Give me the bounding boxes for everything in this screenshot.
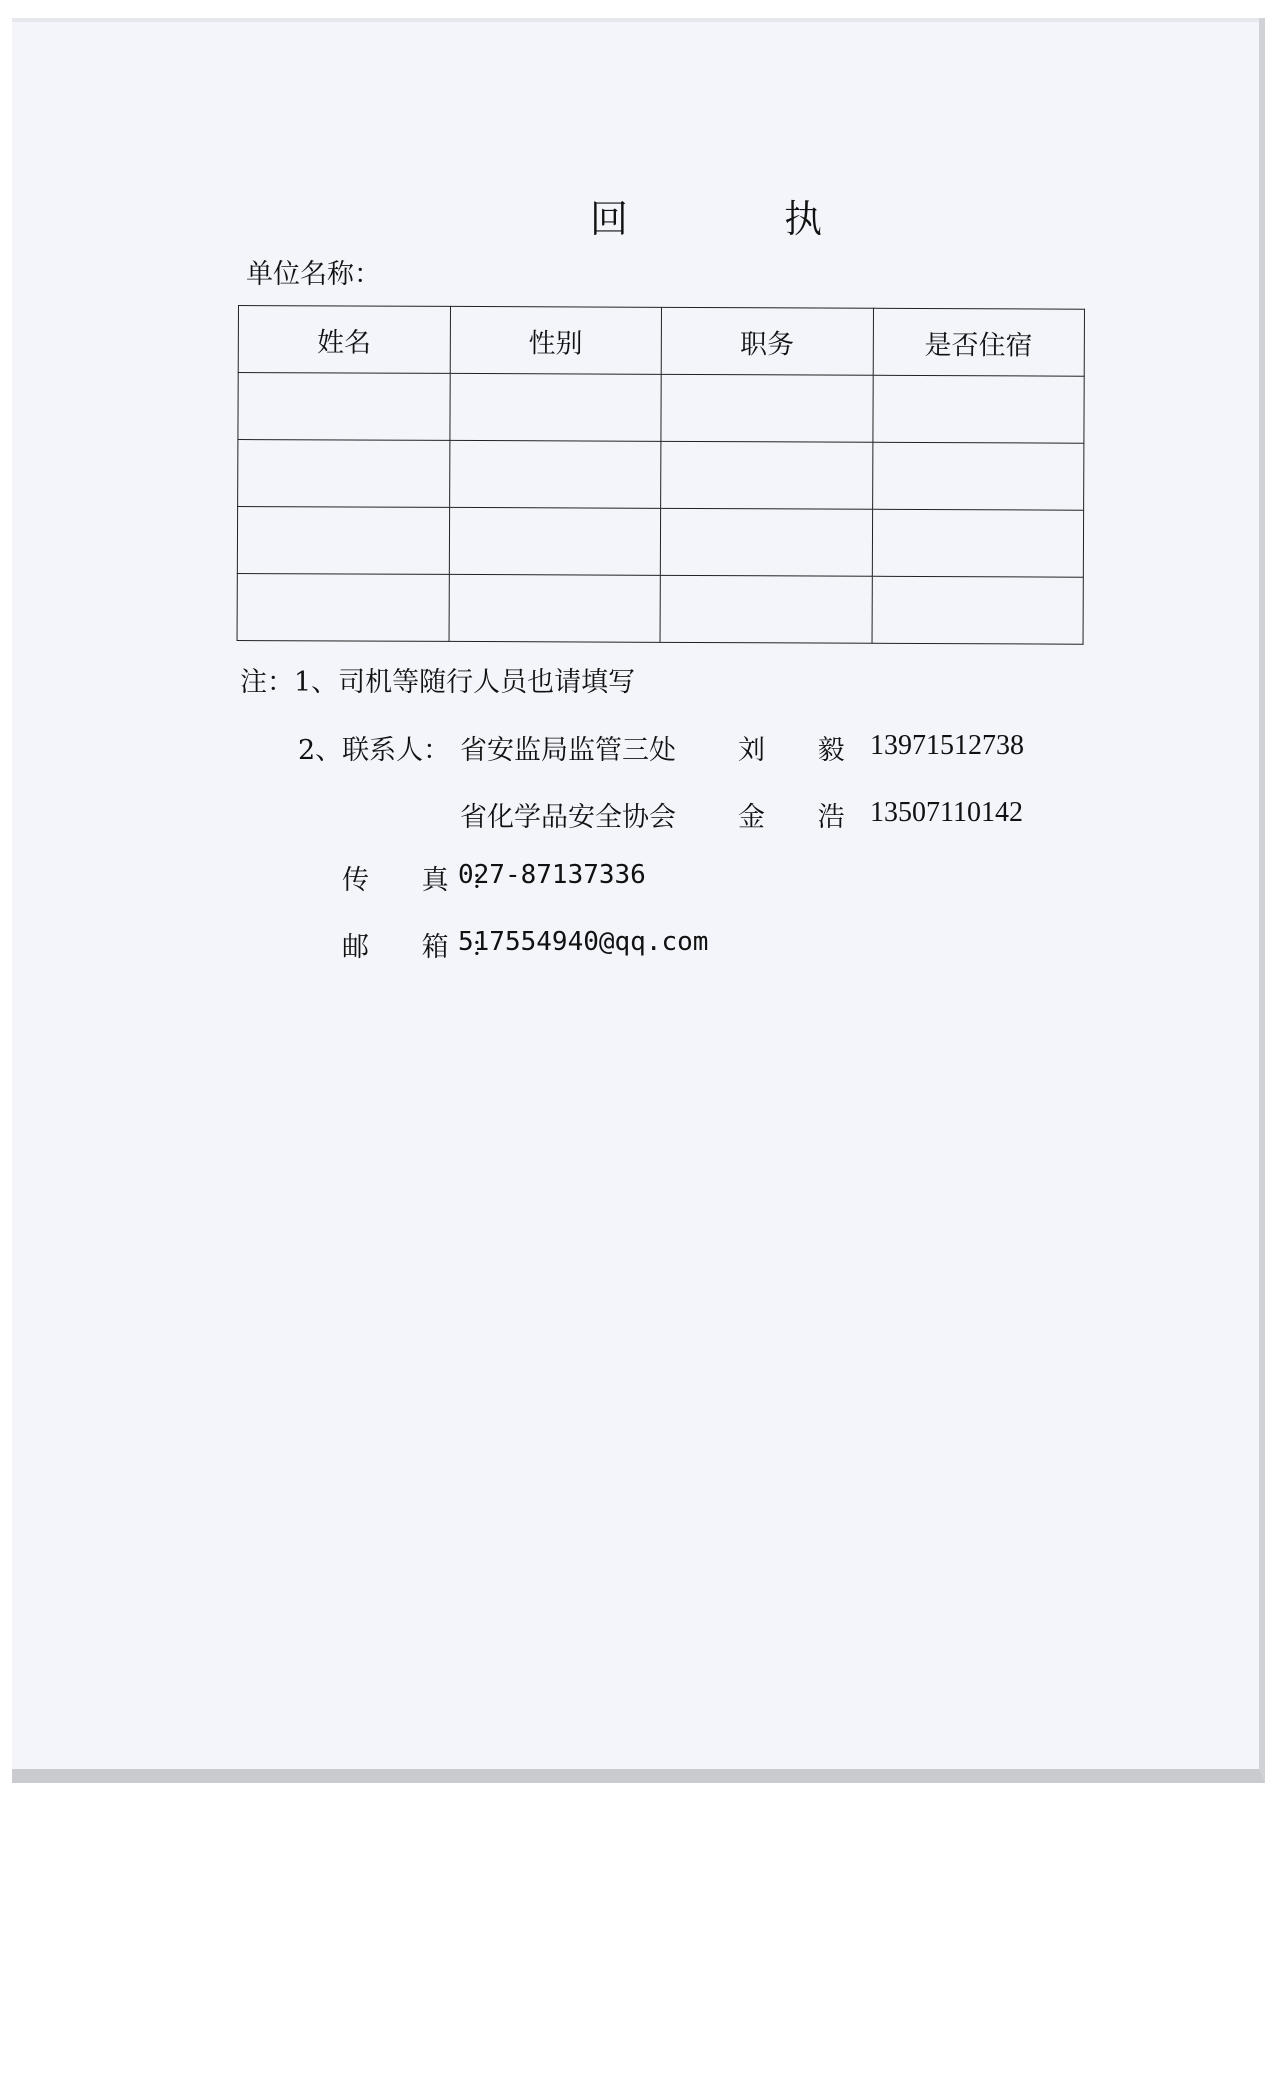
header-gender: 性别 <box>450 306 662 374</box>
table-cell <box>237 507 449 575</box>
table-row <box>238 440 1084 511</box>
table-cell <box>660 508 872 576</box>
table-cell <box>661 374 873 442</box>
table-row <box>237 573 1083 644</box>
table-cell <box>872 576 1084 644</box>
table-cell <box>449 507 661 575</box>
table-cell <box>449 574 661 642</box>
note-1: 注：1、司机等随行人员也请填写 <box>240 667 636 698</box>
unit-name-label: 单位名称： <box>246 259 381 290</box>
fax-number: 027-87137336 <box>458 860 646 890</box>
table-cell <box>449 373 661 441</box>
table-cell <box>238 373 450 441</box>
contact-1-name: 刘 毅 <box>738 735 867 766</box>
scanned-page <box>12 18 1265 1783</box>
contact-2-org: 省化学品安全协会 <box>460 802 676 833</box>
table-cell <box>660 575 872 643</box>
table-cell <box>872 375 1084 443</box>
fax-label: 传 真： <box>342 865 520 896</box>
contact-1-phone: 13971512738 <box>870 730 1024 761</box>
contact-2-phone: 13507110142 <box>870 797 1023 828</box>
table-cell <box>237 573 449 641</box>
table-cell <box>872 442 1084 510</box>
email-address: 517554940@qq.com <box>458 927 709 957</box>
header-position: 职务 <box>661 307 873 375</box>
table-header-row <box>238 306 1084 377</box>
table-cell <box>872 509 1084 577</box>
table-row <box>238 373 1084 444</box>
reply-table <box>237 305 1085 645</box>
note-2-prefix: 2、联系人： <box>298 735 451 766</box>
header-name: 姓名 <box>238 306 450 374</box>
table-cell <box>238 440 450 508</box>
table-cell <box>449 440 661 508</box>
document-title: 回 执 <box>590 197 895 241</box>
email-label: 邮 箱： <box>342 932 520 963</box>
contact-2-name: 金 浩 <box>738 802 867 833</box>
contact-1-org: 省安监局监管三处 <box>460 735 676 766</box>
table-cell <box>661 441 873 509</box>
table-row <box>237 507 1083 578</box>
header-accommodation: 是否住宿 <box>873 308 1085 376</box>
